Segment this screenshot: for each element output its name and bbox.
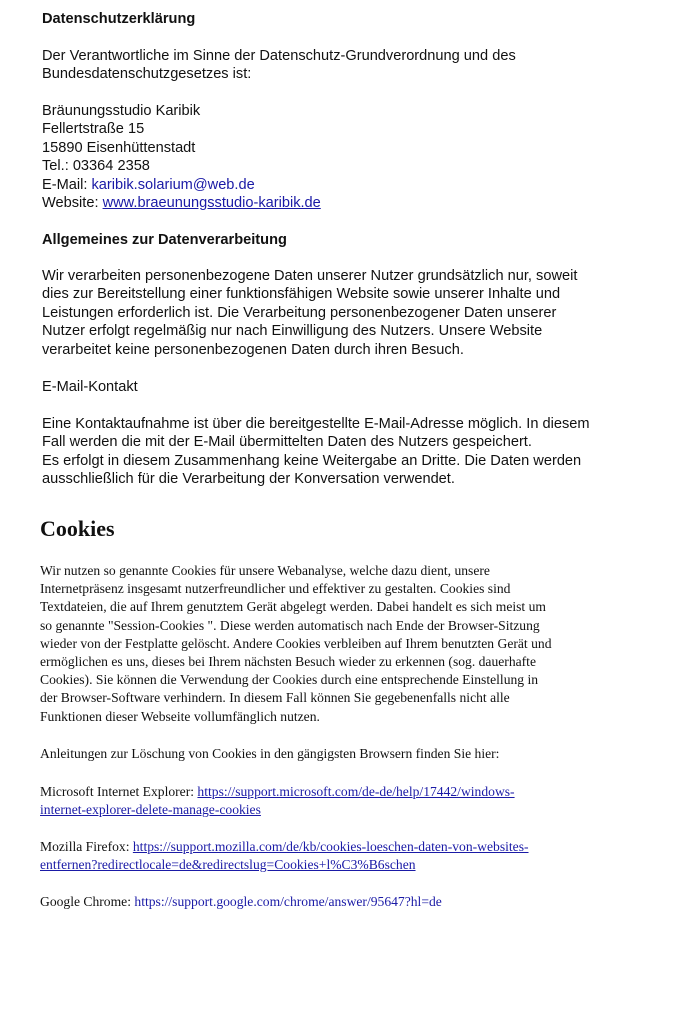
intro-line: Bundesdatenschutzgesetzes ist:: [42, 66, 252, 83]
chrome-link[interactable]: https://support.google.com/chrome/answer/95647?hl=de: [134, 894, 442, 909]
ie-label: Microsoft Internet Explorer:: [40, 784, 198, 799]
general-line: Nutzer erfolgt regelmäßig nur nach Einwilligung des Nutzers. Unsere Website: [42, 323, 543, 340]
chrome-entry: [40, 893, 660, 911]
ie-link[interactable]: https://support.microsoft.com/de-de/help/17442/windows-: [197, 784, 515, 799]
general-paragraph: [42, 267, 657, 359]
firefox-link-continued[interactable]: entfernen?redirectlocale=de&redirectslug=Cookies+l%C3%B6schen: [40, 857, 416, 873]
cookies-line: wieder von der Festplatte gelöscht. Andere Cookies verbleiben auf Ihrem benutzten Gerät und: [40, 635, 552, 651]
website-link[interactable]: www.braeunungsstudio-karibik.de: [102, 195, 321, 212]
cookies-line: Wir nutzen so genannte Cookies für unsere Webanalyse, welche dazu dient, unsere: [40, 563, 490, 578]
intro-line: Der Verantwortliche im Sinne der Datenschutz-Grundverordnung und des: [42, 48, 516, 64]
address-block: [42, 102, 657, 212]
general-heading: Allgemeines zur Datenverarbeitung: [42, 232, 287, 248]
cookies-instructions: Anleitungen zur Löschung von Cookies in den gängigsten Browsern finden Sie hier:: [40, 746, 500, 761]
general-line: Leistungen erforderlich ist. Die Verarbeitung personenbezogener Daten unserer: [42, 304, 557, 321]
email-contact-line: Fall werden die mit der E-Mail übermittelten Daten des Nutzers gespeichert.: [42, 434, 532, 451]
company-name: Bräunungsstudio Karibik: [42, 103, 201, 119]
company-street: Fellertstraße 15: [42, 121, 145, 138]
cookies-line: Textdateien, die auf Ihrem genutztem Gerät abgelegt werden. Dabei handelt es sich meist um: [40, 599, 546, 615]
website-line: [42, 194, 657, 212]
email-line: [42, 176, 657, 194]
firefox-entry: [40, 838, 660, 874]
email-link[interactable]: karibik.solarium@web.de: [91, 176, 255, 193]
company-city: 15890 Eisenhüttenstadt: [42, 139, 196, 156]
cookies-heading: Cookies: [40, 516, 115, 541]
cookies-paragraph: [40, 562, 660, 726]
firefox-label: Mozilla Firefox:: [40, 839, 133, 854]
chrome-label: Google Chrome:: [40, 894, 135, 909]
cookies-line: der Browser-Software verhindern. In diesem Fall können Sie gegebenenfalls nicht alle: [40, 690, 510, 706]
email-contact-line: Eine Kontaktaufnahme ist über die bereitgestellte E-Mail-Adresse möglich. In diesem: [42, 416, 590, 432]
cookies-line: ermöglichen es uns, dieses bei Ihrem nächsten Besuch wieder zu erkennen (sog. dauerhafte: [40, 654, 536, 670]
email-contact-paragraph: [42, 415, 657, 489]
general-line: dies zur Bereitstellung einer funktionsfähigen Website sowie unserer Inhalte und: [42, 286, 561, 303]
firefox-link[interactable]: https://support.mozilla.com/de/kb/cookies-loeschen-daten-von-websites-: [132, 839, 529, 854]
cookies-line: Funktionen dieser Webseite vollumfänglich nutzen.: [40, 708, 320, 724]
cookies-line: Cookies). Sie können die Verwendung der Cookies durch eine entsprechende Einstellung in: [40, 672, 539, 688]
website-label: Website:: [42, 195, 103, 212]
ie-entry: [40, 783, 660, 819]
email-contact-line: Es erfolgt in diesem Zusammenhang keine Weitergabe an Dritte. Die Daten werden: [42, 452, 582, 469]
email-contact-line: ausschließlich für die Verarbeitung der Konversation verwendet.: [42, 471, 455, 488]
general-line: verarbeitet keine personenbezogenen Daten durch ihren Besuch.: [42, 341, 464, 358]
company-phone: Tel.: 03364 2358: [42, 158, 150, 175]
privacy-intro: [42, 47, 657, 84]
general-line: Wir verarbeiten personenbezogene Daten unserer Nutzer grundsätzlich nur, soweit: [42, 268, 578, 284]
cookies-line: Internetpräsenz insgesamt nutzerfreundlicher und effektiver zu gestalten. Cookies sind: [40, 581, 511, 597]
privacy-title: Datenschutzerklärung: [42, 11, 196, 27]
email-label: E-Mail:: [42, 176, 92, 193]
email-contact-heading: E-Mail-Kontakt: [42, 379, 138, 395]
cookies-line: so genannte "Session-Cookies ". Diese werden automatisch nach Ende der Browser-Sitzung: [40, 617, 540, 633]
ie-link-continued[interactable]: internet-explorer-delete-manage-cookies: [40, 802, 261, 818]
